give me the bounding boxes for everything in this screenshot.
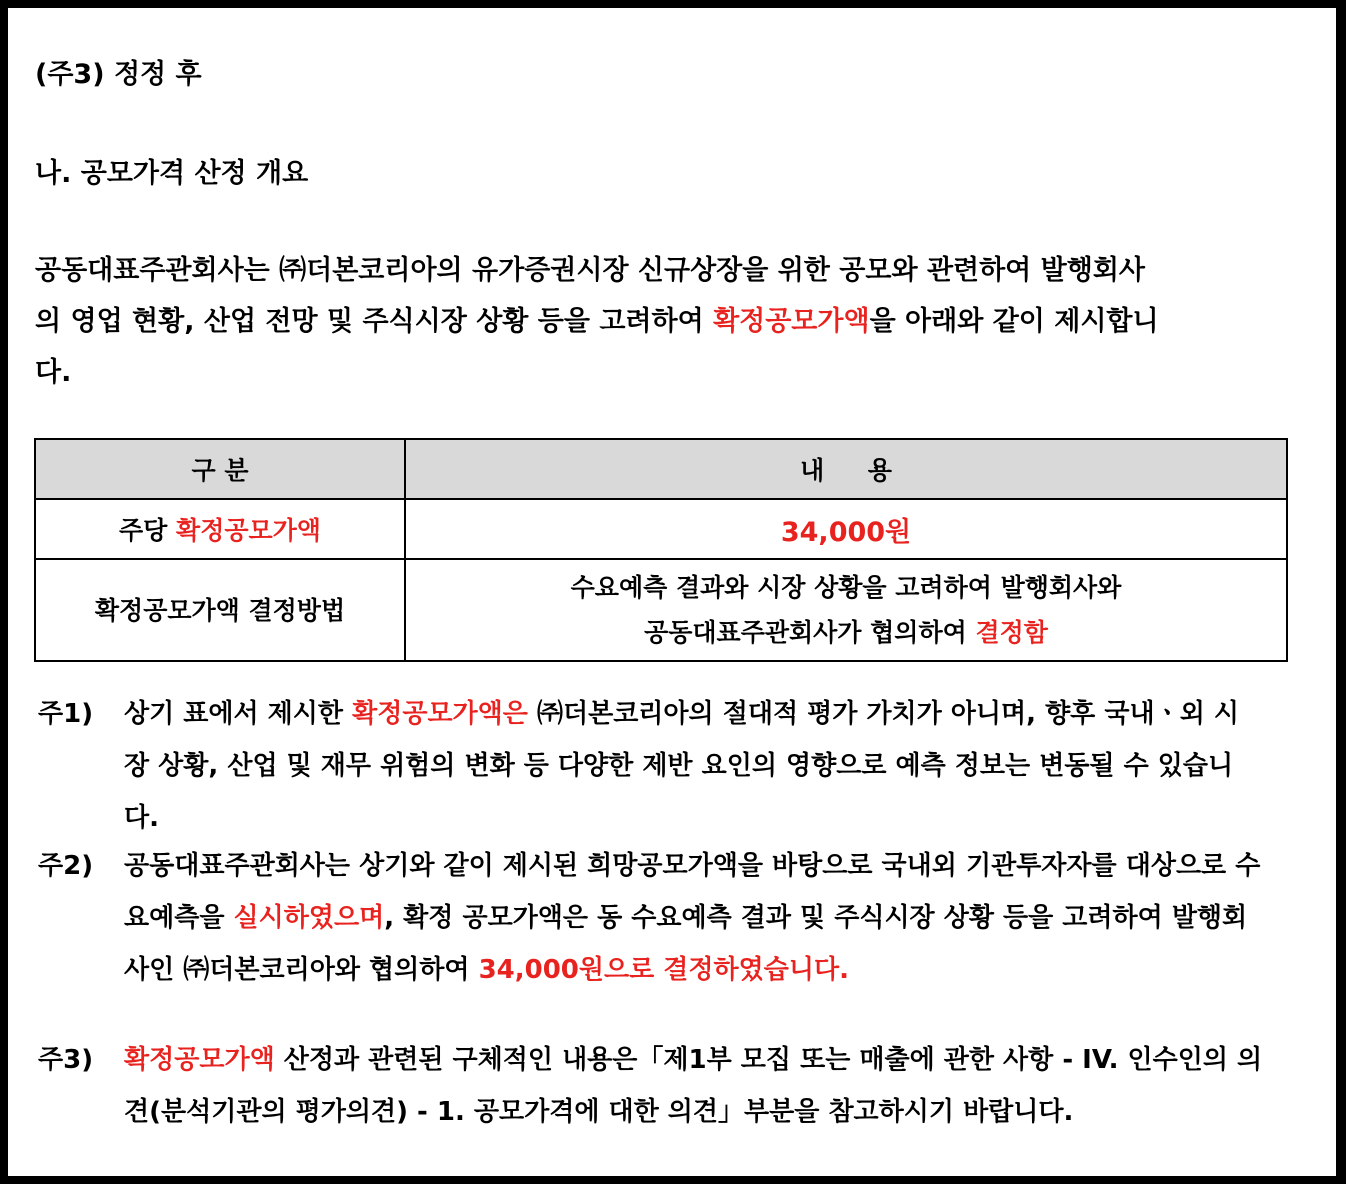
note-label: 주1): [38, 699, 94, 729]
highlight-text: 확정공모가액: [713, 306, 870, 337]
table-row: [35, 499, 1287, 559]
price-table: [34, 438, 1288, 662]
label-text: 주당: [119, 516, 177, 545]
highlight-text: 결정함: [975, 618, 1048, 647]
table-header-content: [405, 439, 1287, 499]
note-body: [124, 688, 1264, 844]
note-line: 장 상황, 산업 및 재무 위험의 변화 등 다양한 제반 요인의 영향으로 예측 정보는 변동될 수 있습니: [124, 751, 1234, 781]
note-line: 다.: [124, 803, 159, 833]
note-text: 상기 표에서 제시한: [124, 699, 353, 729]
highlight-text: 확정공모가액은: [352, 699, 528, 729]
document-page: [8, 8, 1336, 1176]
highlight-text: 34,000원으로 결정하였습니다.: [478, 955, 849, 985]
note-line: 공동대표주관회사는 상기와 같이 제시된 희망공모가액을 바탕으로 국내외 기관투자자를 대상으로 수: [124, 851, 1261, 881]
intro-text: 의 영업 현황, 산업 전망 및 주식시장 상황 등을 고려하여: [35, 306, 714, 337]
highlight-text: 확정공모가액: [124, 1045, 275, 1075]
note-text: ㈜더본코리아의 절대적 평가 가치가 아니며, 향후 국내ㆍ외 시: [527, 699, 1239, 729]
note-line: [124, 944, 1264, 996]
row-value-method: [405, 559, 1287, 661]
header-content-label: 내 용: [800, 456, 892, 485]
table-row: [35, 559, 1287, 661]
note-label: 주3): [38, 1045, 94, 1075]
correction-heading: (주3) 정정 후: [35, 59, 202, 90]
intro-line-1: 공동대표주관회사는 ㈜더본코리아의 유가증권시장 신규상장을 위한 공모와 관련하여 발행회사: [35, 255, 1145, 286]
table-header-row: [35, 439, 1287, 499]
note-text: 요예측을: [124, 903, 234, 933]
highlight-text: 확정공모가액: [176, 516, 321, 545]
note-line: 견(분석기관의 평가의견) - 1. 공모가격에 대한 의견」부분을 참고하시기 바랍니다.: [124, 1097, 1074, 1127]
method-text: 공동대표주관회사가 협의하여: [644, 618, 976, 647]
note-body: [124, 1034, 1264, 1138]
method-line-2: [406, 610, 1286, 655]
row-value-price: 34,000원: [405, 499, 1287, 559]
method-line-1: 수요예측 결과와 시장 상황을 고려하여 발행회사와: [570, 573, 1122, 602]
table-header-category: 구 분: [35, 439, 405, 499]
row-label-price: [35, 499, 405, 559]
section-title: 나. 공모가격 산정 개요: [35, 158, 309, 189]
note-label: 주2): [38, 851, 94, 881]
note-text: 산정과 관련된 구체적인 내용은「제1부 모집 또는 매출에 관한 사항 - IV. 인수인의 의: [274, 1045, 1263, 1075]
note-line: [124, 1034, 1264, 1086]
note-body: [124, 840, 1264, 996]
row-label-method: 확정공모가액 결정방법: [35, 559, 405, 661]
note-line: [124, 892, 1264, 944]
intro-line-2: [35, 299, 1159, 338]
highlight-text: 실시하였으며: [233, 903, 385, 933]
note-text: , 확정 공모가액은 동 수요예측 결과 및 주식시장 상황 등을 고려하여 발행회: [384, 903, 1248, 933]
intro-text: 을 아래와 같이 제시합니: [869, 306, 1159, 337]
note-line: [124, 688, 1264, 740]
note-text: 사인 ㈜더본코리아와 협의하여: [124, 955, 479, 985]
intro-line-3: 다.: [35, 357, 72, 388]
